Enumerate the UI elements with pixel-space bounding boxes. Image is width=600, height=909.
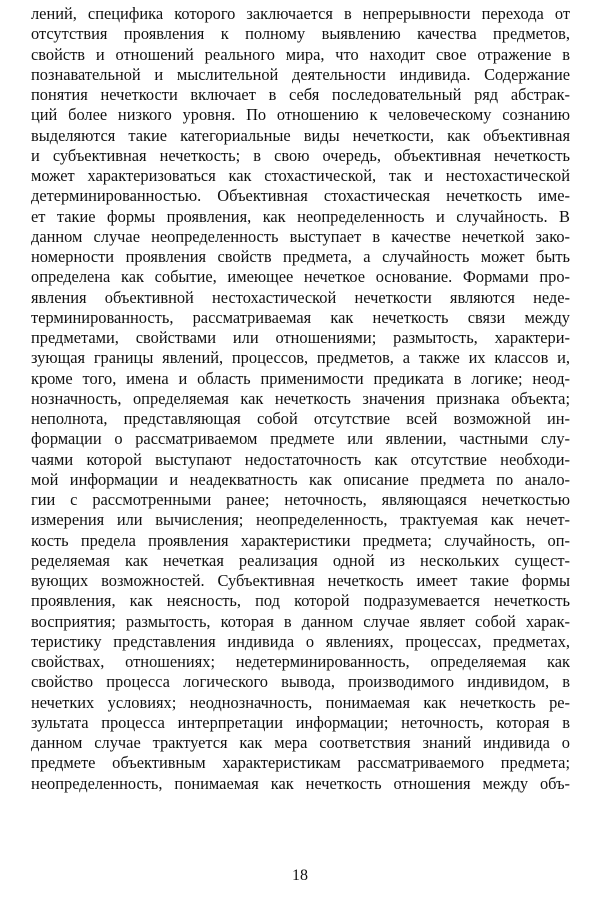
text-line: чаями которой выступают недостаточность как отсутствие необходи- xyxy=(31,449,570,469)
text-line: свойство процесса логического вывода, производимого индивидом, в xyxy=(31,672,570,692)
text-line: и субъективная нечеткость; в свою очередь, объективная нечеткость xyxy=(31,145,570,165)
text-line: зультата процесса интерпретации информации; неточность, которая в xyxy=(31,712,570,732)
text-line: измерения или вычисления; неопределенность, трактуемая как нечет- xyxy=(31,510,570,530)
text-line: восприятия; размытость, которая в данном случае являет собой харак- xyxy=(31,611,570,631)
text-line: проявления, как неясность, под которой подразумевается нечеткость xyxy=(31,591,570,611)
text-line: свойств и отношений реального мира, что находит свое отражение в xyxy=(31,44,570,64)
text-line: ет такие формы проявления, как неопределенность и случайность. В xyxy=(31,206,570,226)
text-line: кроме того, имена и область применимости предиката в логике; неод- xyxy=(31,368,570,388)
text-line: гии с рассмотренными ранее; неточность, являющаяся нечеткостью xyxy=(31,490,570,509)
text-line: явления объективной нестохастической нечеткости являются неде- xyxy=(31,287,570,307)
text-line: данном случае трактуется как мера соответствия знаний индивида о xyxy=(31,733,570,752)
text-line: лений, специфика которого заключается в непрерывности перехода от xyxy=(31,4,570,23)
text-line: неполнота, представляющая собой отсутствие всей возможной ин- xyxy=(31,409,570,428)
text-line: номерности проявления свойств предмета, а случайность может быть xyxy=(31,247,570,266)
text-line: мой информации и неадекватность как описание предмета по анало- xyxy=(31,469,570,489)
text-line: ределяемая как нечеткая реализация одной из нескольких сущест- xyxy=(31,550,570,570)
body-text xyxy=(31,4,570,794)
text-line: терминированность, рассматриваемая как нечеткость связи между xyxy=(31,307,570,327)
text-line: свойствах, отношениях; недетерминированность, определяемая как xyxy=(31,652,570,671)
page-number: 18 xyxy=(292,867,308,884)
text-line: зующая границы явлений, процессов, предметов, а также их классов и, xyxy=(31,348,570,368)
text-line: теристику представления индивида о явлениях, процессах, предметах, xyxy=(31,631,570,651)
text-line: формации о рассматриваемом предмете или явлении, частными слу- xyxy=(31,429,570,449)
text-line: неопределенность, понимаемая как нечеткость отношения между объ- xyxy=(31,773,570,793)
text-line: вующих возможностей. Субъективная нечеткость имеет такие формы xyxy=(31,571,570,590)
text-line: предмете объективным характеристикам рассматриваемого предмета; xyxy=(31,753,570,773)
text-line: познавательной и мыслительной деятельности индивида. Содержание xyxy=(31,64,570,84)
text-line: нозначность, определяемая как нечеткость значения признака объекта; xyxy=(31,388,570,408)
text-line: данном случае неопределенность выступает в качестве нечеткой зако- xyxy=(31,226,570,246)
text-line: отсутствия проявления к полному выявлению качества предметов, xyxy=(31,24,570,44)
text-line: понятия нечеткости включает в себя последовательный ряд абстрак- xyxy=(31,85,570,104)
text-line: предметами, свойствами или отношениями; размытость, характери- xyxy=(31,328,570,347)
text-line: детерминированностью. Объективная стохастическая нечеткость име- xyxy=(31,186,570,206)
text-line: определена как событие, имеющее нечеткое основание. Формами про- xyxy=(31,267,570,287)
text-line: нечетких условиях; неоднозначность, понимаемая как нечеткость ре- xyxy=(31,692,570,712)
text-line: ций более низкого уровня. По отношению к человеческому сознанию xyxy=(31,105,570,125)
text-line: может характеризоваться как стохастической, так и нестохастической xyxy=(31,166,570,185)
text-line: кость предела проявления характеристики предмета; случайность, оп- xyxy=(31,530,570,550)
text-line: выделяются такие категориальные виды нечеткости, как объективная xyxy=(31,125,570,145)
